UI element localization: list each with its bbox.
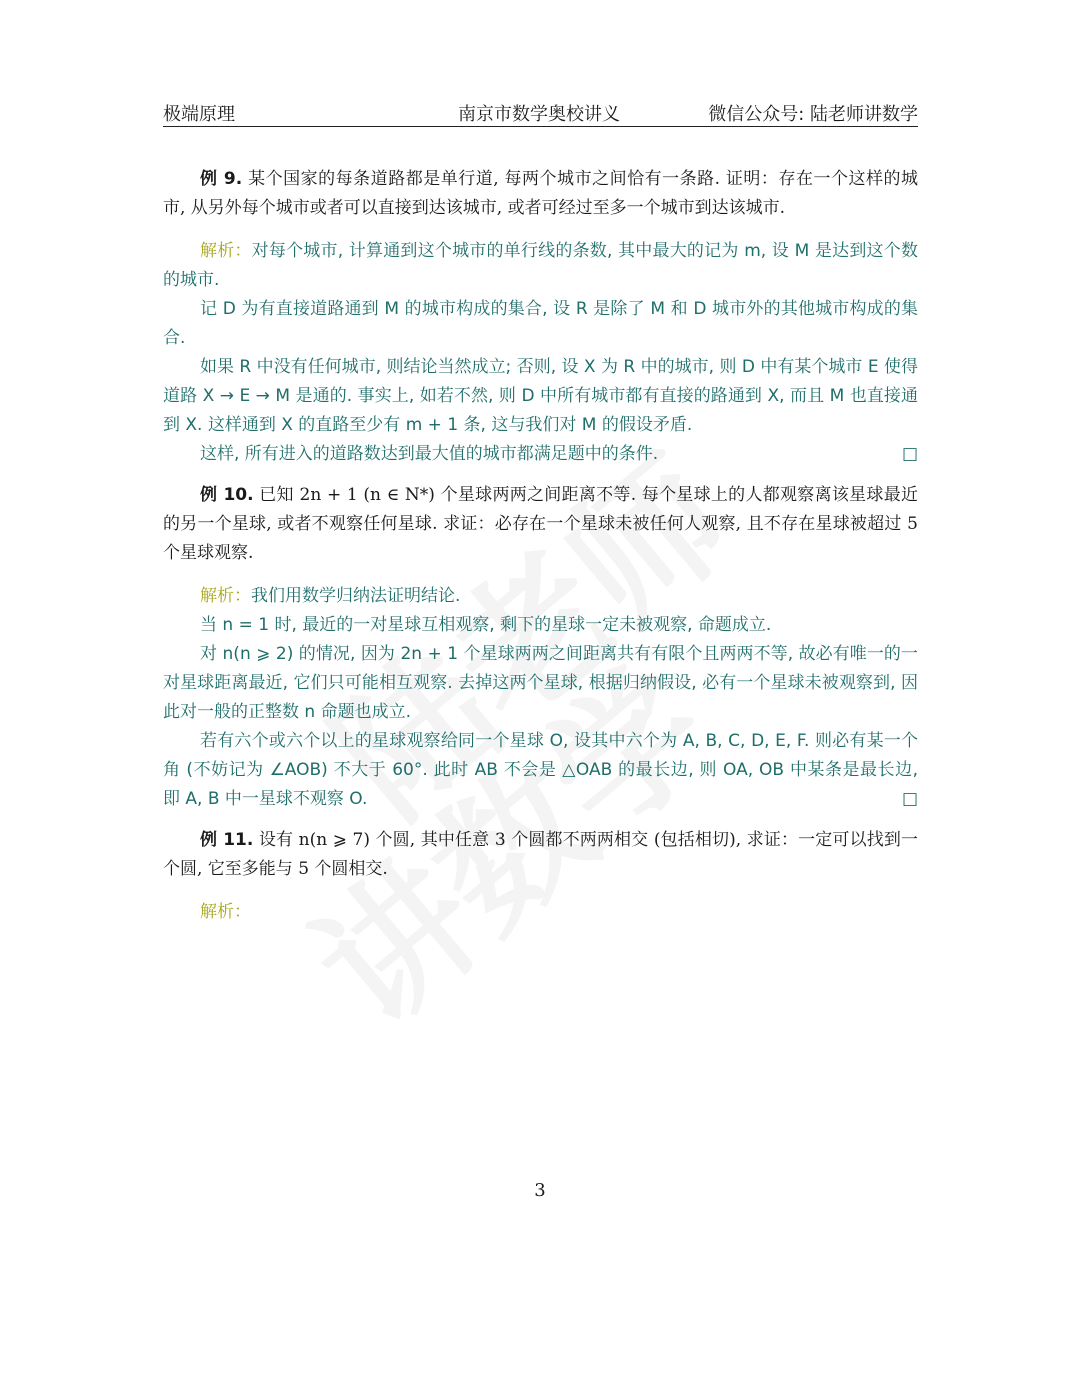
example-9-problem (163, 165, 918, 223)
example-10-solution-para-3 (163, 727, 918, 814)
header-wechat-account: 微信公众号: 陆老师讲数学 (708, 104, 918, 125)
example-10-label: 例 10. (200, 485, 254, 505)
page-number: 3 (534, 1180, 546, 1201)
example-9-solution-para-2: 如果 R 中没有任何城市, 则结论当然成立; 否则, 设 X 为 R 中的城市, 则 D 中有某个城市 E 使得道路 X → E → M 是通的. 事实上, 如若不然, 则 D 中所有城市都有直接的路通到 X, 而且 M 也直接通到 X. 这样通到 X 的直路至少有 m + 1 条, 这与我们对 M 的假设矛盾. (163, 357, 918, 435)
example-9-solution-first (163, 237, 918, 295)
example-11-label: 例 11. (200, 830, 254, 850)
example-9-label: 例 9. (200, 169, 243, 189)
example-10-qed-symbol: □ (901, 789, 918, 809)
example-9-solution-label: 解析： (200, 241, 252, 261)
example-9-problem-text: 某个国家的每条道路都是单行道, 每两个城市之间恰有一条路. 证明：存在一个这样的城市, 从另外每个城市或者可以直接到达该城市, 或者可经过至多一个城市到达该城市. (163, 169, 918, 218)
example-9-solution-text: 对每个城市, 计算通到这个城市的单行线的条数, 其中最大的记为 m, 设 M 是达到这个数的城市. (163, 241, 918, 290)
example-10-problem (163, 481, 918, 568)
example-11-solution-label: 解析： (200, 902, 251, 922)
example-10-solution-para-1: 当 n = 1 时, 最近的一对星球互相观察, 剩下的星球一定未被观察, 命题成立. (200, 615, 772, 635)
page-header (163, 98, 918, 127)
example-11-problem-text: 设有 n(n ⩾ 7) 个圆, 其中任意 3 个圆都不两两相交 (包括相切), 求证：一定可以找到一个圆, 它至多能与 5 个圆相交. (163, 830, 918, 879)
header-chapter-title: 极端原理 (163, 104, 235, 125)
example-9-solution-para-3-text: 这样, 所有进入的道路数达到最大值的城市都满足题中的条件. (200, 444, 659, 464)
example-10-solution-para-3-text: 若有六个或六个以上的星球观察给同一个星球 O, 设其中六个为 A, B, C, D, E, F. 则必有某一个角 (不妨记为 ∠AOB) 不大于 60°. 此时 AB 不会是 △OAB 的最长边, 则 OA, OB 中某条是最长边, 即 A, B 中一星球不观察 O. (163, 731, 918, 809)
header-document-title: 南京市数学奥校讲义 (458, 104, 620, 125)
example-10-solution-first (163, 582, 918, 611)
example-10-problem-text: 已知 2n + 1 (n ∈ N*) 个星球两两之间距离不等. 每个星球上的人都观察离该星球最近的另一个星球, 或者不观察任何星球. 求证：必存在一个星球未被任何人观察, 且不存在星球被超过 5 个星球观察. (163, 485, 918, 563)
example-9-solution-para-3 (163, 440, 918, 469)
example-10-solution-text: 我们用数学归纳法证明结论. (251, 586, 461, 606)
page-content (163, 165, 918, 927)
example-10-solution-label: 解析： (200, 586, 251, 606)
example-11-solution (163, 898, 918, 927)
example-9-qed-symbol: □ (901, 444, 918, 464)
example-10-solution-para-2: 对 n(n ⩾ 2) 的情况, 因为 2n + 1 个星球两两之间距离共有有限个且两两不等, 故必有唯一的一对星球距离最近, 它们只可能相互观察. 去掉这两个星球, 根据归纳假设, 必有一个星球未被观察到, 因此对一般的正整数 n 命题也成立. (163, 644, 918, 722)
example-11-problem (163, 826, 918, 884)
example-9-solution-para-1: 记 D 为有直接道路通到 M 的城市构成的集合, 设 R 是除了 M 和 D 城市外的其他城市构成的集合. (163, 299, 918, 348)
